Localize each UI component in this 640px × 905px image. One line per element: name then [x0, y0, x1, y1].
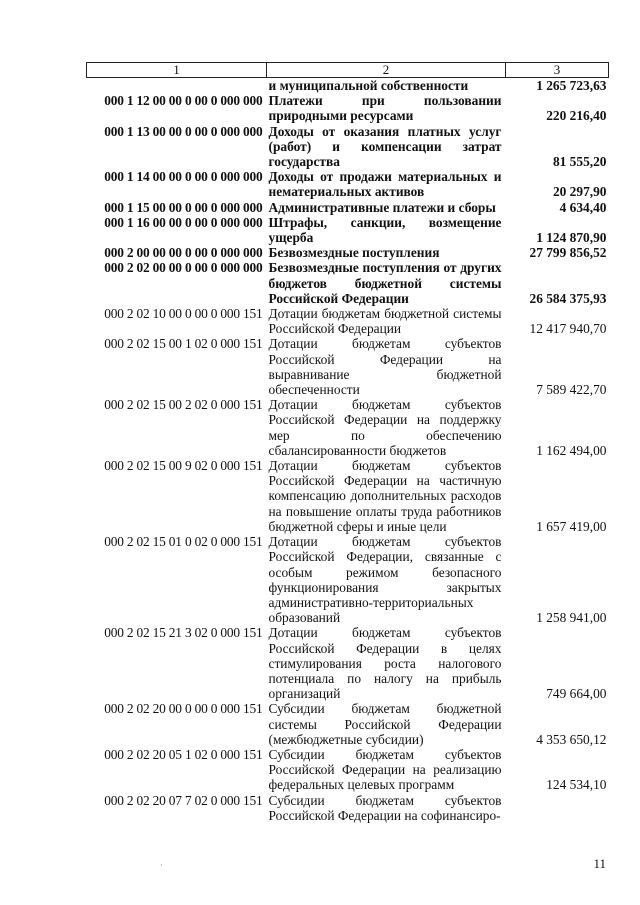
- amount-cell: 1 258 941,00: [536, 610, 607, 626]
- table-row: [87, 625, 609, 701]
- column-header-name: 2: [267, 63, 506, 78]
- amount-cell: 1 657 419,00: [536, 518, 607, 534]
- budget-code-cell: [87, 78, 267, 94]
- item-name-cell: Дотации бюджетам субъектов Российской Федерации, связанные с особым режимом безопасного функционирования закрытых административно-территориальных образований: [268, 534, 502, 626]
- item-name-cell: Безвозмездные поступления от других бюджетов бюджетной системы Российской Федерации: [268, 260, 502, 306]
- amount-cell: 81 555,20: [552, 154, 607, 170]
- amount-cell: 749 664,00: [546, 686, 607, 702]
- budget-code-cell: 000 2 02 15 01 0 02 0 000 151: [104, 534, 263, 550]
- table-row: [87, 260, 609, 306]
- table-row: [87, 215, 609, 245]
- item-name-cell: Платежи при пользовании природными ресурсами: [268, 93, 502, 124]
- item-name-cell: Штрафы, санкции, возмещение ущерба: [268, 214, 502, 246]
- item-name-cell: Дотации бюджетам субъектов Российской Федерации в целях стимулирования роста налогового потенциала по налогу на прибыль организаций: [268, 625, 502, 702]
- table-row: [87, 534, 609, 625]
- item-name-cell: Дотации бюджетам бюджетной системы Российской Федерации: [268, 306, 502, 337]
- table-row: [87, 458, 609, 534]
- table-row: [87, 93, 609, 123]
- item-name-cell: и муниципальной собственности: [268, 78, 469, 93]
- item-name-cell: Доходы от продажи материальных и нематериальных активов: [268, 169, 502, 200]
- amount-cell: 7 589 422,70: [536, 382, 607, 398]
- item-name-cell: Субсидии бюджетам бюджетной системы Российской Федерации (межбюджетные субсидии): [268, 701, 502, 747]
- page-number: 11: [593, 856, 606, 871]
- item-name-cell: Безвозмездные поступления: [268, 245, 440, 261]
- amount-cell: 26 584 375,93: [529, 290, 607, 306]
- item-name-cell: Дотации бюджетам субъектов Российской Федерации на частичную компенсацию дополнительных расходов на повышение оплаты труда работников бюджетной сферы и иные цели: [268, 458, 502, 534]
- amount-cell: 124 534,10: [546, 777, 607, 793]
- item-name-cell: Дотации бюджетам субъектов Российской Федерации на выравнивание бюджетной обеспеченности: [268, 336, 502, 398]
- table-header: [87, 63, 609, 78]
- table-row: [87, 747, 609, 793]
- table-row: [87, 245, 609, 260]
- column-header-amount: 3: [506, 63, 609, 78]
- amount-cell: 4 353 650,12: [536, 731, 607, 747]
- scan-speck: ·: [160, 861, 163, 870]
- amount-cell: 12 417 940,70: [529, 321, 607, 337]
- column-header-code: 1: [87, 63, 267, 78]
- item-name-cell: Субсидии бюджетам субъектов Российской Федерации на софинансиро-: [268, 792, 502, 823]
- table-row: [87, 200, 609, 215]
- item-name-cell: Дотации бюджетам субъектов Российской Федерации на поддержку мер по обеспечению сбалансированности бюджетов: [268, 397, 502, 458]
- budget-code-cell: 000 2 02 20 00 0 00 0 000 151: [104, 701, 263, 717]
- budget-code-cell: 000 1 16 00 00 0 00 0 000 000: [104, 214, 263, 230]
- budget-code-cell: 000 1 13 00 00 0 00 0 000 000: [104, 123, 263, 139]
- table-row: [87, 306, 609, 336]
- table-row: [87, 124, 609, 170]
- amount-cell: 220 216,40: [546, 108, 607, 124]
- table-row: [87, 793, 609, 823]
- budget-code-cell: 000 2 02 15 00 1 02 0 000 151: [104, 336, 263, 352]
- amount-cell: [506, 793, 609, 823]
- budget-code-cell: 000 2 02 10 00 0 00 0 000 151: [104, 306, 263, 322]
- item-name-cell: Административные платежи и сборы: [268, 199, 496, 215]
- table-row: [87, 336, 609, 397]
- budget-code-cell: 000 1 14 00 00 0 00 0 000 000: [104, 169, 263, 185]
- amount-cell: 4 634,40: [559, 199, 607, 215]
- amount-cell: 27 799 856,52: [529, 245, 607, 261]
- budget-code-cell: 000 2 02 15 00 9 02 0 000 151: [104, 458, 263, 474]
- table-row: [87, 397, 609, 458]
- table-body: [87, 78, 609, 823]
- budget-code-cell: 000 2 02 15 21 3 02 0 000 151: [104, 625, 263, 641]
- table-row: [87, 78, 609, 94]
- budget-code-cell: 000 2 00 00 00 0 00 0 000 000: [104, 245, 263, 261]
- table-row: [87, 169, 609, 199]
- amount-cell: 1 265 723,63: [536, 78, 607, 93]
- item-name-cell: Доходы от оказания платных услуг (работ) и компенсации затрат государства: [268, 123, 502, 170]
- item-name-cell: Субсидии бюджетам субъектов Российской Федерации на реализацию федеральных целевых программ: [268, 746, 502, 793]
- budget-code-cell: 000 2 02 15 00 2 02 0 000 151: [104, 397, 263, 413]
- budget-code-cell: 000 2 02 20 07 7 02 0 000 151: [104, 792, 263, 808]
- budget-code-cell: 000 1 12 00 00 0 00 0 000 000: [104, 93, 263, 109]
- budget-table: [86, 62, 609, 823]
- table-row: [87, 701, 609, 747]
- budget-code-cell: 000 2 02 20 05 1 02 0 000 151: [104, 746, 263, 762]
- amount-cell: 1 124 870,90: [536, 230, 607, 246]
- budget-code-cell: 000 2 02 00 00 0 00 0 000 000: [104, 260, 263, 276]
- amount-cell: 1 162 494,00: [536, 442, 607, 458]
- amount-cell: 20 297,90: [552, 184, 607, 200]
- document-page: [86, 62, 608, 823]
- budget-code-cell: 000 1 15 00 00 0 00 0 000 000: [104, 199, 263, 215]
